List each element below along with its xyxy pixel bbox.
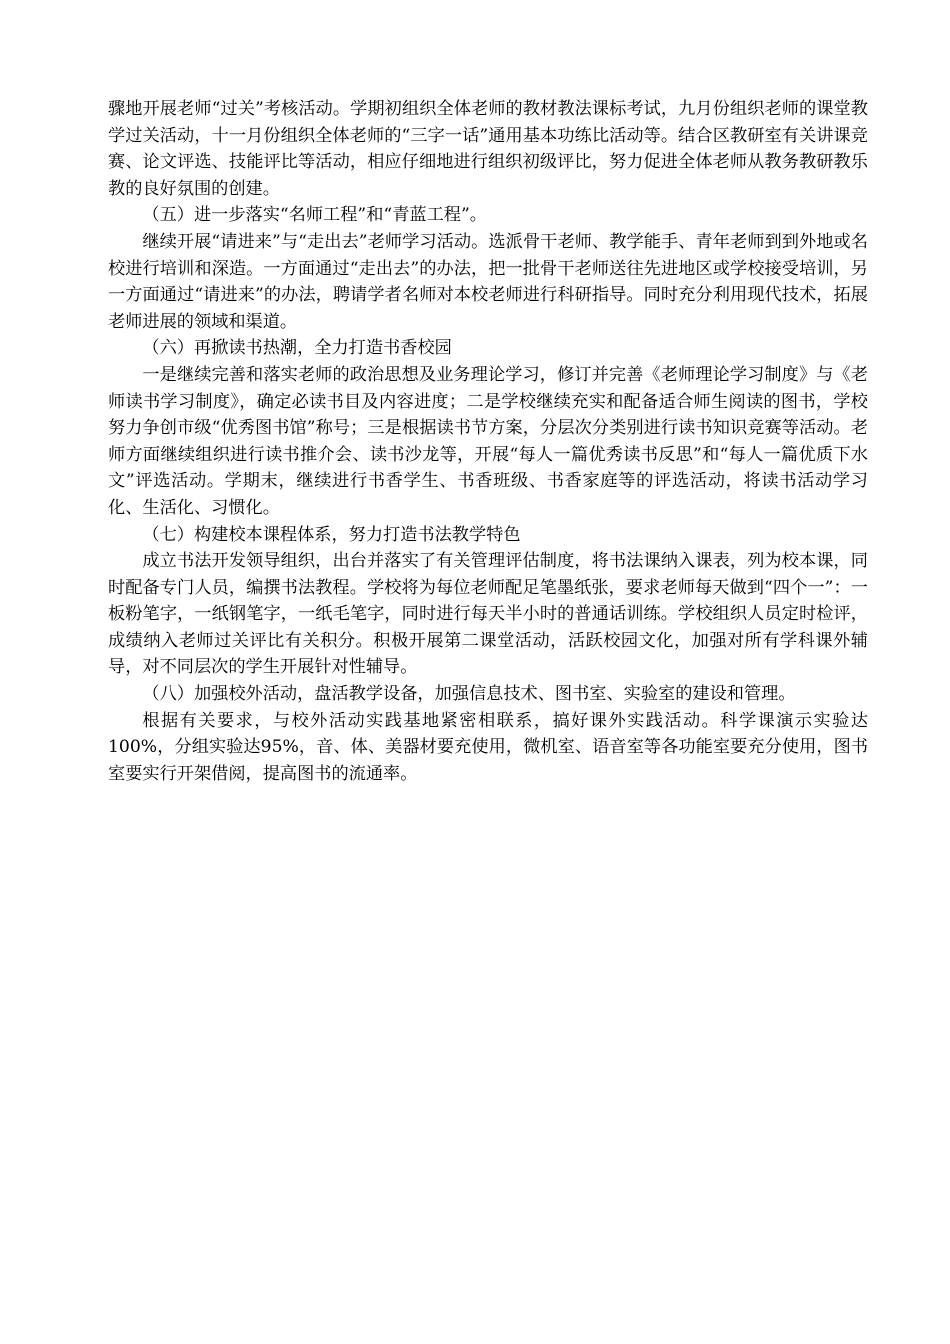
paragraph-section-7: 成立书法开发领导组织，出台并落实了有关管理评估制度，将书法课纳入课表，列为校本课，同时配备专门人员，编撰书法教程。学校将为每位老师配足笔墨纸张，要求老师每天做到“四个一”：一板粉笔字，一纸钢笔字，一纸毛笔字，同时进行每天半小时的普通话训练。学校组织人员定时检评，成绩纳入老师过关评比有关积分。积极开展第二课堂活动，活跃校园文化，加强对所有学科课外辅导，对不同层次的学生开展针对性辅导。 (108, 551, 868, 678)
paragraph-continued: 骤地开展老师“过关”考核活动。学期初组织全体老师的教材教法课标考试，九月份组织老师的课堂教学过关活动，十一月份组织全体老师的“三字一话”通用基本功练比活动等。结合区教研室有关讲课竞赛、论文评选、技能评比等活动，相应仔细地进行组织初级评比，努力促进全体老师从教务教研教乐教的良好氛围的创建。 (108, 99, 868, 199)
section-heading-8: （八）加强校外活动，盘活教学设备，加强信息技术、图书室、实验室的建设和管理。 (142, 684, 796, 705)
document-page (108, 96, 868, 787)
section-heading-7: （七）构建校本课程体系，努力打造书法教学特色 (142, 524, 521, 545)
paragraph-section-6: 一是继续完善和落实老师的政治思想及业务理论学习，修订并完善《老师理论学习制度》与《老师读书学习制度》，确定必读书目及内容进度；二是学校继续充实和配备适合师生阅读的图书，学校努力争创市级“优秀图书馆”称号；三是根据读书节方案，分层次分类别进行读书知识竞赛等活动。老师方面继续组织进行读书推介会、读书沙龙等，开展“每人一篇优秀读书反思”和“每人一篇优质下水文”评选活动。学期末，继续进行书香学生、书香班级、书香家庭等的评选活动，将读书活动学习化、生活化、习惯化。 (108, 364, 868, 518)
paragraph-section-8: 根据有关要求，与校外活动实践基地紧密相联系，搞好课外实践活动。科学课演示实验达100%，分组实验达95%，音、体、美器材要充使用，微机室、语音室等各功能室要充分使用，图书室要实行开架借阅，提高图书的流通率。 (108, 710, 868, 784)
section-heading-6: （六）再掀读书热潮，全力打造书香校园 (142, 338, 452, 359)
section-heading-5: （五）进一步落实“名师工程”和“青蓝工程”。 (142, 205, 487, 226)
paragraph-section-5: 继续开展“请进来”与“走出去”老师学习活动。选派骨干老师、教学能手、青年老师到到外地或名校进行培训和深造。一方面通过“走出去”的办法，把一批骨干老师送往先进地区或学校接受培训，另一方面通过“请进来”的办法，聘请学者名师对本校老师进行科研指导。同时充分利用现代技术，拓展老师进展的领域和渠道。 (108, 231, 868, 332)
